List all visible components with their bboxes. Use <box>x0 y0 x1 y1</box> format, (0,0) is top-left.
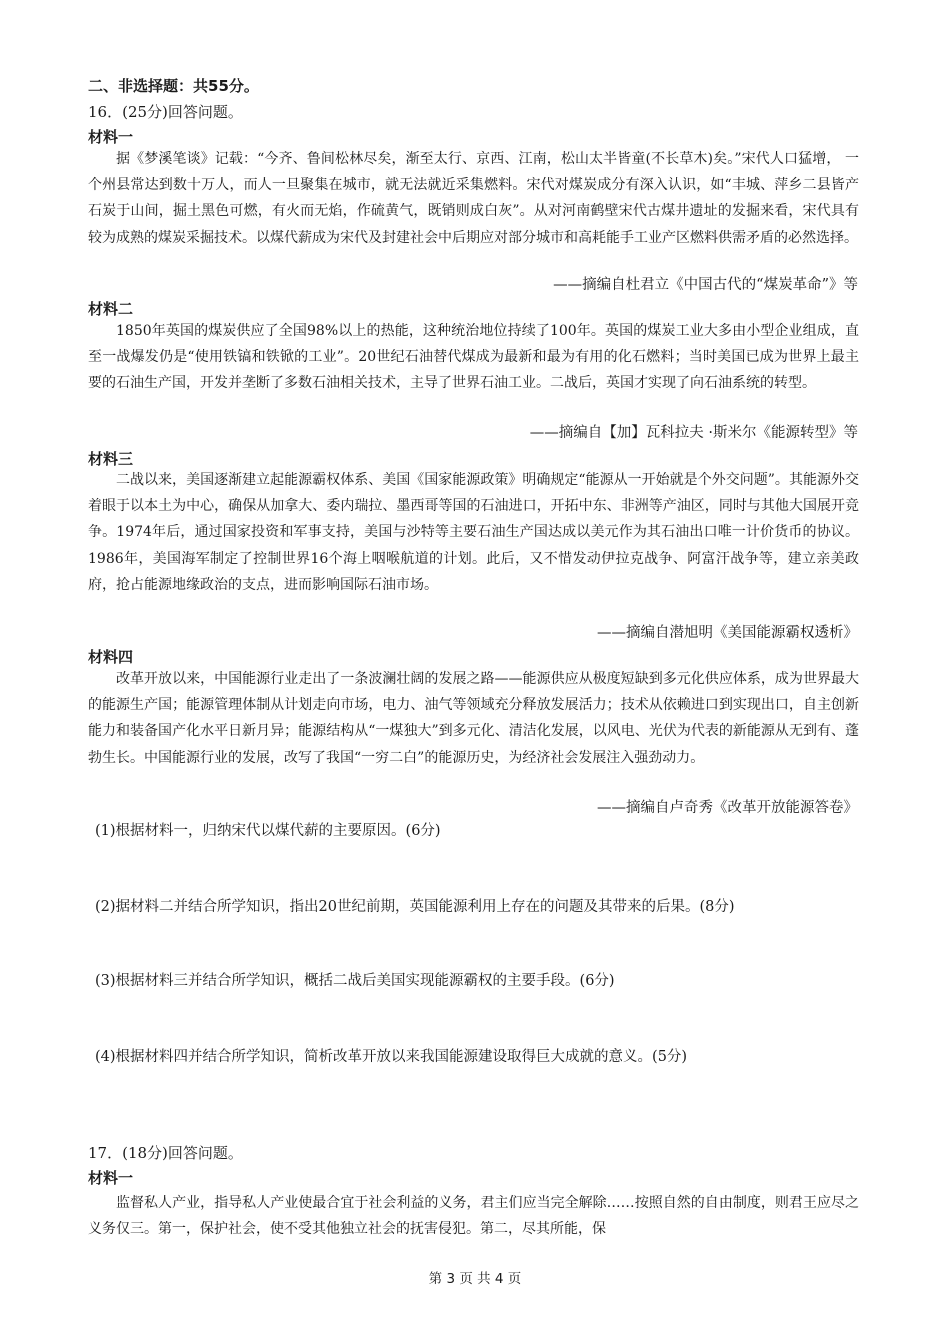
subquestion-3: (3)根据材料三并结合所学知识，概括二战后美国实现能源霸权的主要手段。(6分) <box>95 973 615 989</box>
subquestion-4: (4)根据材料四并结合所学知识，简析改革开放以来我国能源建设取得巨大成就的意义。(5分) <box>95 1049 688 1065</box>
q17-material-1-label: 材料一 <box>88 1169 134 1187</box>
material-1-label: 材料一 <box>88 128 134 146</box>
section-heading: 二、非选择题：共55分。 <box>88 77 259 95</box>
page-footer: 第 3 页 共 4 页 <box>428 1271 522 1287</box>
subquestion-1: (1)根据材料一，归纳宋代以煤代薪的主要原因。(6分) <box>95 823 441 839</box>
q17-material-1-text <box>88 1190 859 1242</box>
question-17-title: 17．(18分)回答问题。 <box>88 1144 243 1162</box>
material-2-source: ——摘编自【加】瓦科拉夫 ·斯米尔《能源转型》等 <box>529 425 858 441</box>
material-4-source: ——摘编自卢奇秀《改革开放能源答卷》 <box>597 800 858 816</box>
material-2-text <box>88 318 859 397</box>
subquestion-2: (2)据材料二并结合所学知识，指出20世纪前期，英国能源利用上存在的问题及其带来的后果。(8分) <box>95 899 735 915</box>
material-3-paragraph: 二战以来，美国逐渐建立起能源霸权体系、美国《国家能源政策》明确规定“能源从一开始就是个外交问题”。其能源外交着眼于以本土为中心，确保从加拿大、委内瑞拉、墨西哥等国的石油进口，开拓中东、非洲等产油区，同时与其他大国展开竞争。1974年后，通过国家投资和军事支持，美国与沙特等主要石油生产国达成以美元作为其石油出口唯一计价货币的协议。1986年，美国海军制定了控制世界16个海上咽喉航道的计划。此后，又不惜发动伊拉克战争、阿富汗战争等，建立亲美政府，抢占能源地缘政治的支点，进而影响国际石油市场。 <box>88 472 859 593</box>
material-1-source: ——摘编自杜君立《中国古代的“煤炭革命”》等 <box>553 277 858 293</box>
material-2-label: 材料二 <box>88 300 134 318</box>
material-2-paragraph: 1850年英国的煤炭供应了全国98%以上的热能，这种统治地位持续了100年。英国的煤炭工业大多由小型企业组成，直至一战爆发仍是“使用铁镐和铁锨的工业”。20世纪石油替代煤成为最新和最为有用的化石燃料；当时美国已成为世界上最主要的石油生产国，开发并垄断了多数石油相关技术，主导了世界石油工业。二战后，英国才实现了向石油系统的转型。 <box>88 323 859 392</box>
material-3-text <box>88 467 859 598</box>
material-3-source: ——摘编自潜旭明《美国能源霸权透析》 <box>597 625 858 641</box>
q17-material-1-paragraph: 监督私人产业，指导私人产业使最合宜于社会利益的义务，君主们应当完全解除……按照自然的自由制度，则君王应尽之义务仅三。第一，保护社会，使不受其他独立社会的抚害侵犯。第二，尽其所能，保 <box>88 1195 859 1238</box>
material-4-text <box>88 666 859 771</box>
material-4-label: 材料四 <box>88 648 134 666</box>
material-3-label: 材料三 <box>88 450 134 468</box>
material-1-text <box>88 146 859 251</box>
question-16-title: 16．(25分)回答问题。 <box>88 103 243 121</box>
material-1-paragraph: 据《梦溪笔谈》记载：“今齐、鲁间松林尽矣，渐至太行、京西、江南，松山太半皆童(不长草木)矣。”宋代人口猛增， 一个州县常达到数十万人，而人一旦聚集在城市，就无法就近采集燃料。宋代对煤炭成分有深入认识，如“丰城、萍乡二县皆产石炭于山间，掘土黑色可燃，有火而无焰，作硫黄气，既销则成白灰”。从对河南鹤壁宋代古煤井遗址的发掘来看，宋代具有较为成熟的煤炭采掘技术。以煤代薪成为宋代及封建社会中后期应对部分城市和高耗能手工业产区燃料供需矛盾的必然选择。 <box>88 151 859 246</box>
material-4-paragraph: 改革开放以来，中国能源行业走出了一条波澜壮阔的发展之路——能源供应从极度短缺到多元化供应体系，成为世界最大的能源生产国；能源管理体制从计划走向市场，电力、油气等领域充分释放发展活力；技术从依赖进口到实现出口，自主创新能力和装备国产化水平日新月异；能源结构从“一煤独大”到多元化、清洁化发展，以风电、光伏为代表的新能源从无到有、蓬勃生长。中国能源行业的发展，改写了我国“一穷二白”的能源历史，为经济社会发展注入强劲动力。 <box>88 671 859 766</box>
